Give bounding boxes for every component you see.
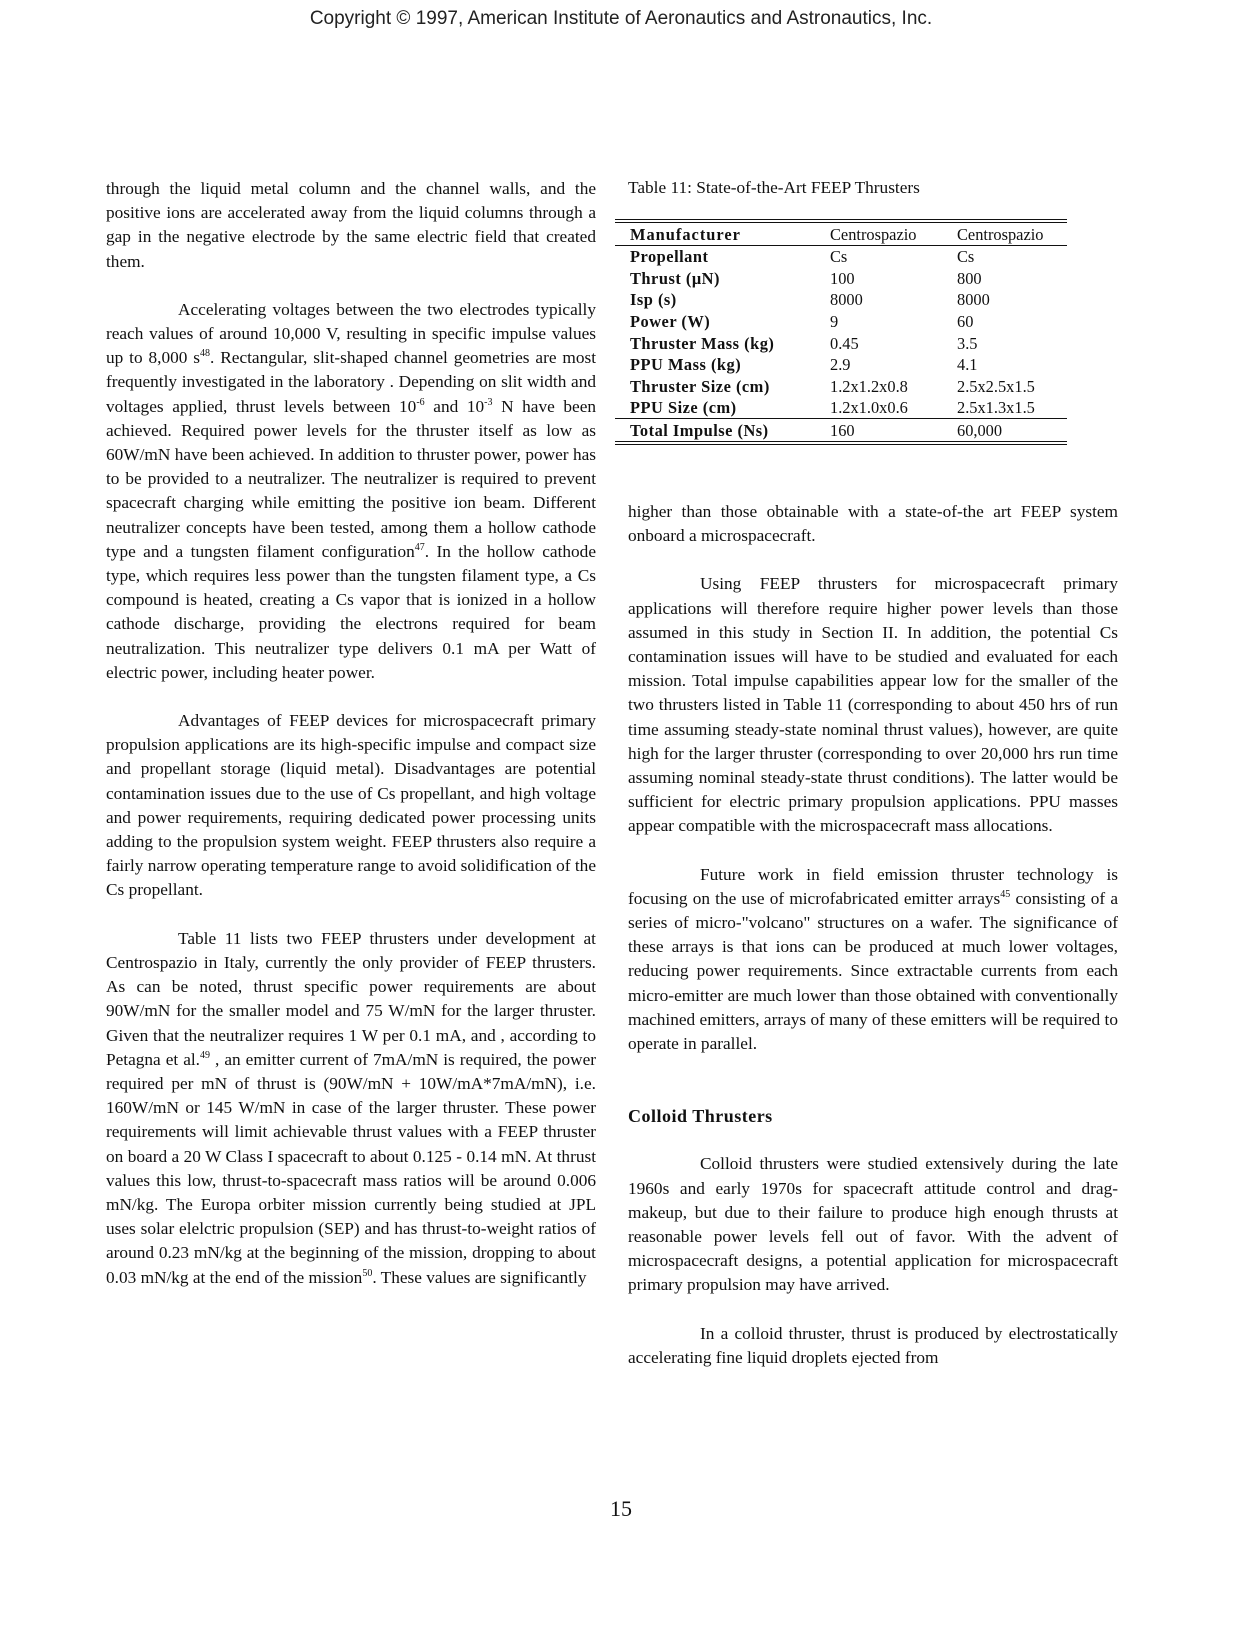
- citation-ref: 50: [362, 1267, 373, 1279]
- header-cell: Manufacturer: [615, 221, 830, 245]
- paragraph: higher than those obtainable with a state-of-the art FEEP system onboard a microspacecraft.: [628, 502, 1118, 546]
- table-row: Propellant Cs Cs: [630, 247, 975, 267]
- left-column: [106, 177, 596, 1290]
- citation-ref: 45: [1000, 888, 1011, 900]
- citation-ref: 47: [414, 541, 425, 553]
- paragraph: through the liquid metal column and the channel walls, and the positive ions are accelerated away from the liquid columns through a gap in the negative electrode by the same electric field that created them.: [106, 179, 596, 271]
- header-cell: Centrospazio: [957, 221, 1067, 245]
- paragraph: Accelerating voltages between the two electrodes typically reach values of around 10,000 V, resulting in specific impulse values up to 8,000 $s^{48}$. Rectangular, slit-shaped channel geometries are most frequently investigated in the laboratory . Depending on slit width and voltages applied, thrust levels between $10^{-6}$ and $10^{-3}$ N have been achieved. Required power levels for the thruster itself as low as 60W/mN have been achieved. In addition to thruster power, power has to be provided to a neutralizer. The neutralizer is required to prevent spacecraft charging while emitting the positive ion beam. Different neutralizer concepts have been tested, among them a hollow cathode type and a tungsten filament configuration$^{47}$. In the hollow cathode type, which requires less power than the tungsten filament type, a Cs compound is heated, creating a Cs vapor that is ionized in a hollow cathode discharge, providing the electrons required for beam neutralization. This neutralizer type delivers 0.1 mA per Watt of electric power, including heater power.: [106, 299, 597, 682]
- table-row: Thruster Mass (kg) 0.45 3.5: [630, 333, 978, 353]
- citation-ref: 49: [200, 1049, 210, 1061]
- paragraph: Colloid thrusters were studied extensively during the late 1960s and early 1970s for spacecraft attitude control and drag-makeup, but due to their failure to produce high enough thrusts at reasonable power levels fell out of favor. With the advent of microspacecraft designs, a potential application for microspacecraft primary propulsion may have arrived.: [628, 1154, 1118, 1295]
- feep-thrusters-table: [615, 219, 1067, 445]
- paragraph: Using FEEP thrusters for microspacecraft primary applications will therefore require higher power levels than those assumed in this study in Section II. In addition, the potential Cs contamination issues will have to be studied and evaluated for each mission. Total impulse capabilities appear low for the smaller of the two thrusters listed in Table 11 (corresponding to about 450 hrs of run time assuming steady-state nominal thrust values), however, are quite high for the larger thruster (corresponding to over 20,000 hrs run time assuming nominal steady-state thrust conditions). The latter would be sufficient for electric primary propulsion applications. PPU masses appear compatible with the microspacecraft mass allocations.: [628, 574, 1118, 836]
- paragraph: Future work in field emission thruster technology is focusing on the use of microfabricated emitter arrays$^{45}$ consisting of a series of micro-"volcano" structures on a wafer. The significance of these arrays is that ions can be produced at much lower voltages, reducing power requirements. Since extractable currents from each micro-emitter are much lower than those obtained with conventionally machined emitters, arrays of many of these emitters will be required to operate in parallel.: [628, 864, 1118, 1054]
- table-row: Power (W) 9 60: [630, 311, 974, 331]
- exponent: -3: [484, 396, 493, 408]
- paragraph: Table 11 lists two FEEP thrusters under development at Centrospazio in Italy, currently the only provider of FEEP thrusters. As can be noted, thrust specific power requirements are about 90W/mN for the smaller model and 75 W/mN for the larger thruster. Given that the neutralizer requires 1 W per 0.1 mA, and , according to Petagna et al.$^{49}$ , an emitter current of 7mA/mN is required, the power required per mN of thrust is (90W/mN + 10W/mA*7mA/mN), i.e. 160W/mN or 145 W/mN in case of the larger thruster. These power requirements will limit achievable thrust values with a FEEP thruster on board a 20 W Class I spacecraft to about 0.125 - 0.14 mN. At thrust values this low, thrust-to-spacecraft mass ratios will be around 0.006 mN/kg. The Europa orbiter mission currently being studied at JPL uses solar elelctric propulsion (SEP) and has thrust-to-weight ratios of around 0.23 mN/kg at the beginning of the mission, dropping to about 0.03 mN/kg at the end of the mission$^{50}$. These values are significantly: [106, 928, 597, 1287]
- exponent: -6: [416, 396, 425, 408]
- table-row: Isp (s) 8000 8000: [630, 290, 990, 310]
- table-row: Thrust (μN) 100 800: [630, 268, 982, 288]
- paragraph: Advantages of FEEP devices for microspacecraft primary propulsion applications are its high-specific impulse and compact size and propellant storage (liquid metal). Disadvantages are potential contamination issues due to the use of Cs propellant, and high voltage and power requirements, requiring dedicated power processing units adding to the propulsion system weight. FEEP thrusters also require a fairly narrow operating temperature range to avoid solidification of the Cs propellant.: [106, 711, 596, 900]
- section-heading: Colloid Thrusters: [628, 1106, 773, 1127]
- table-caption: Table 11: State-of-the-Art FEEP Thrusters: [628, 178, 920, 197]
- page-number: 15: [610, 1496, 632, 1521]
- paragraph: In a colloid thruster, thrust is produced by electrostatically accelerating fine liquid droplets ejected from: [628, 1323, 1118, 1367]
- table-row: Thruster Size (cm) 1.2x1.2x0.8 2.5x2.5x1.5: [630, 376, 1035, 396]
- table-row: PPU Size (cm) 1.2x1.0x0.6 2.5x1.3x1.5: [630, 398, 1035, 418]
- table-row: PPU Mass (kg) 2.9 4.1: [630, 355, 978, 375]
- citation-ref: 48: [200, 348, 211, 360]
- copyright-header: Copyright © 1997, American Institute of Aeronautics and Astronautics, Inc.: [309, 8, 933, 29]
- header-cell: Centrospazio: [830, 221, 957, 245]
- table-header-row: [615, 221, 1067, 245]
- table-row: Total Impulse (Ns) 160 60,000: [615, 419, 1067, 443]
- right-column: [628, 500, 1118, 1370]
